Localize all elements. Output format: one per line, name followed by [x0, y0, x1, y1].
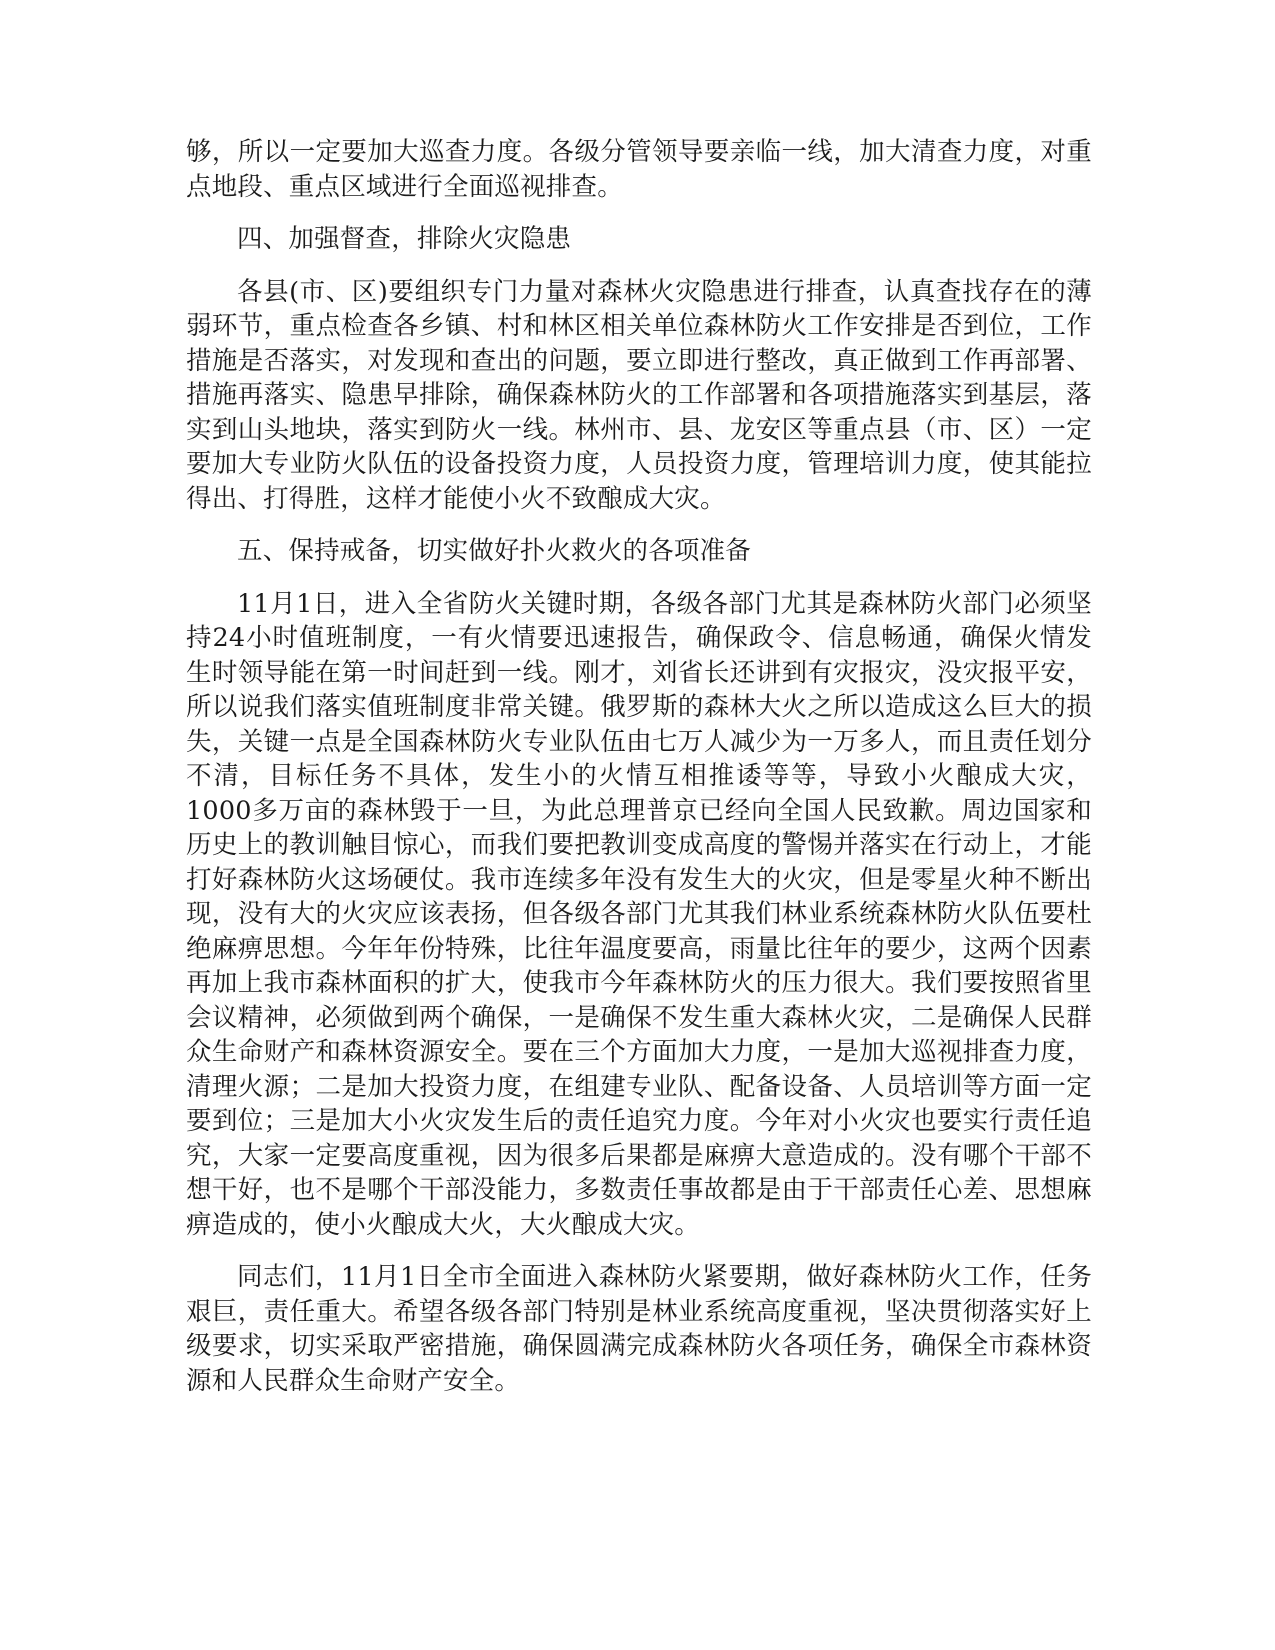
section-heading-4: 四、加强督查，排除火灾隐患	[237, 224, 572, 254]
paragraph-readiness: 11月1日，进入全省防火关键时期，各级各部门尤其是森林防火部门必须坚持24小时值班制度，一有火情要迅速报告，确保政令、信息畅通，确保火情发生时领导能在第一时间赶到一线。刚才，刘省长还讲到有灾报灾，没灾报平安，所以说我们落实值班制度非常关键。俄罗斯的森林大火之所以造成这么巨大的损失，关键一点是全国森林防火专业队伍由七万人减少为一万多人，而且责任划分不清，目标任务不具体，发生小的火情互相推诿等等，导致小火酿成大灾，1000多万亩的森林毁于一旦，为此总理普京已经向全国人民致歉。周边国家和历史上的教训触目惊心，而我们要把教训变成高度的警惕并落实在行动上，才能打好森林防火这场硬仗。我市连续多年没有发生大的火灾，但是零星火种不断出现，没有大的火灾应该表扬，但各级各部门尤其我们林业系统森林防火队伍要杜绝麻痹思想。今年年份特殊，比往年温度要高，雨量比往年的要少，这两个因素再加上我市森林面积的扩大，使我市今年森林防火的压力很大。我们要按照省里会议精神，必须做到两个确保，一是确保不发生重大森林火灾，二是确保人民群众生命财产和森林资源安全。要在三个方面加大力度，一是加大巡视排查力度，清理火源；二是加大投资力度，在组建专业队、配备设备、人员培训等方面一定要到位；三是加大小火灾发生后的责任追究力度。今年对小火灾也要实行责任追究，大家一定要高度重视，因为很多后果都是麻痹大意造成的。没有哪个干部不想干好，也不是哪个干部没能力，多数责任事故都是由于干部责任心差、思想麻痹造成的，使小火酿成大火，大火酿成大灾。	[186, 588, 1092, 1240]
paragraph-inspection: 各县(市、区)要组织专门力量对森林火灾隐患进行排查，认真查找存在的薄弱环节，重点检查各乡镇、村和林区相关单位森林防火工作安排是否到位，工作措施是否落实，对发现和查出的问题，要立即进行整改，真正做到工作再部署、措施再落实、隐患早排除，确保森林防火的工作部署和各项措施落实到基层，落实到山头地块，落实到防火一线。林州市、县、龙安区等重点县（市、区）一定要加大专业防火队伍的设备投资力度，人员投资力度，管理培训力度，使其能拉得出、打得胜，这样才能使小火不致酿成大灾。	[186, 276, 1092, 514]
document-body	[186, 135, 1092, 1416]
section-heading-5: 五、保持戒备，切实做好扑火救火的各项准备	[237, 536, 752, 566]
paragraph-closing: 同志们，11月1日全市全面进入森林防火紧要期，做好森林防火工作，任务艰巨，责任重大。希望各级各部门特别是林业系统高度重视，坚决贯彻落实好上级要求，切实采取严密措施，确保圆满完成森林防火各项任务，确保全市森林资源和人民群众生命财产安全。	[186, 1262, 1092, 1396]
paragraph-continuation: 够，所以一定要加大巡查力度。各级分管领导要亲临一线，加大清查力度，对重点地段、重点区域进行全面巡视排查。	[186, 137, 1092, 202]
